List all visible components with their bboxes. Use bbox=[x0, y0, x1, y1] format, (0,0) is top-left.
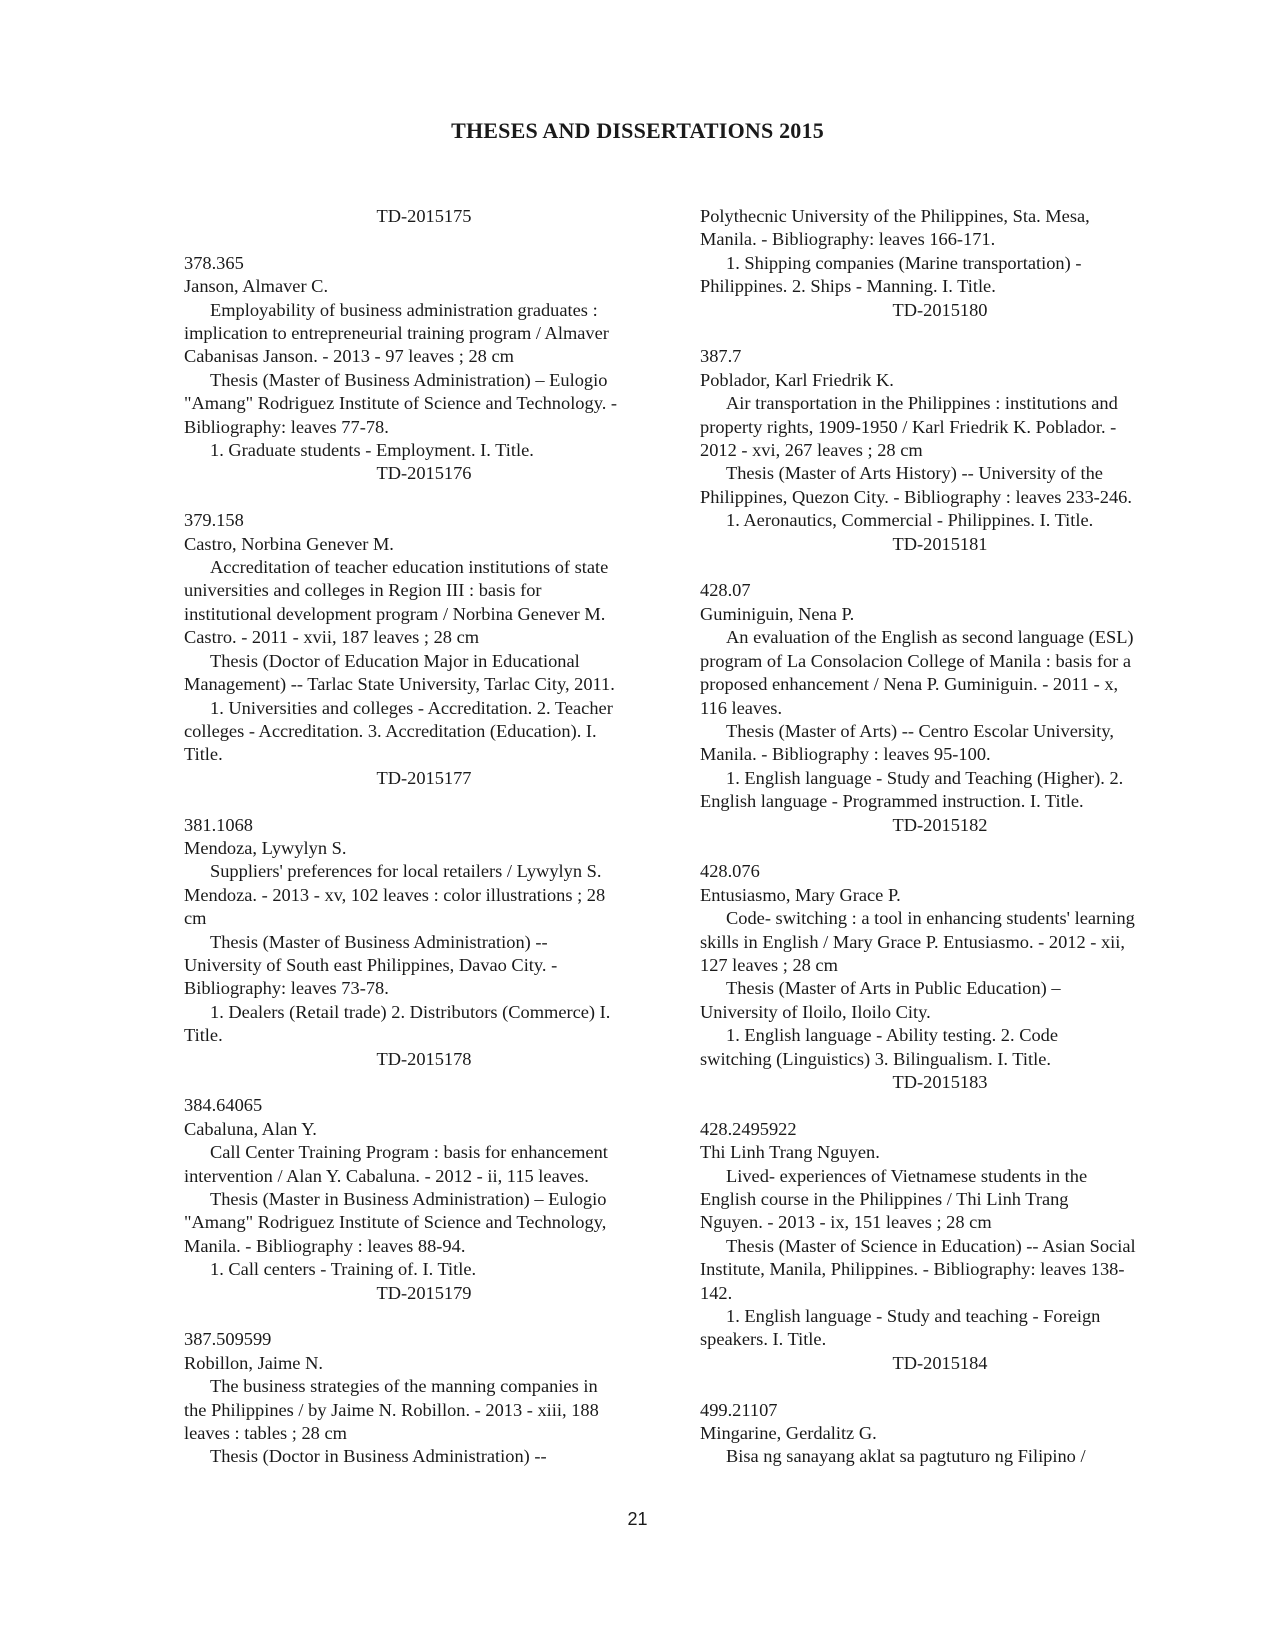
entry-line: 379.158 bbox=[184, 510, 244, 531]
entry-line: switching (Linguistics) 3. Bilingualism. I. Title. bbox=[700, 1048, 1051, 1069]
entry-line: Janson, Almaver C. bbox=[184, 276, 329, 297]
accession-number: TD-2015182 bbox=[892, 814, 988, 835]
spacer bbox=[184, 486, 664, 509]
entry-line-indented: 1. English language - Study and teaching - Foreign bbox=[726, 1306, 1101, 1327]
entry-line: Castro, Norbina Genever M. bbox=[184, 533, 394, 554]
entry-line-indented: 1. Graduate students - Employment. I. Title. bbox=[210, 440, 534, 461]
entry-line: University of Iloilo, Iloilo City. bbox=[700, 1001, 931, 1022]
entry-line: Castro. - 2011 - xvii, 187 leaves ; 28 cm bbox=[184, 627, 480, 648]
entry-line-indented: Thesis (Master of Science in Education) -- Asian Social bbox=[726, 1235, 1136, 1256]
entry-line: Cabanisas Janson. - 2013 - 97 leaves ; 28 cm bbox=[184, 346, 514, 367]
entry-line-indented: Accreditation of teacher education institutions of state bbox=[210, 557, 609, 578]
accession-number: TD-2015184 bbox=[892, 1352, 988, 1373]
entry-line: intervention / Alan Y. Cabaluna. - 2012 - ii, 115 leaves. bbox=[184, 1165, 589, 1186]
entry-line: Poblador, Karl Friedrik K. bbox=[700, 369, 894, 390]
entry-line: 116 leaves. bbox=[700, 697, 783, 718]
entry-line: English language - Programmed instruction. I. Title. bbox=[700, 791, 1084, 812]
entry-line: leaves : tables ; 28 cm bbox=[184, 1423, 347, 1444]
entry-line: Institute, Manila, Philippines. - Bibliography: leaves 138- bbox=[700, 1259, 1125, 1280]
entry-line-indented: Thesis (Master of Arts History) -- University of the bbox=[726, 463, 1103, 484]
page-number: 21 bbox=[627, 1509, 648, 1529]
entry-line: 378.365 bbox=[184, 252, 244, 273]
spacer bbox=[700, 322, 1180, 345]
entry-line-indented: Lived- experiences of Vietnamese students in the bbox=[726, 1165, 1088, 1186]
accession-number: TD-2015180 bbox=[892, 299, 988, 320]
spacer bbox=[184, 1305, 664, 1328]
entry-line: property rights, 1909-1950 / Karl Friedrik K. Poblador. - bbox=[700, 416, 1117, 437]
entry-line: 142. bbox=[700, 1282, 733, 1303]
entry-line-indented: Thesis (Master in Business Administration) – Eulogio bbox=[210, 1189, 607, 1209]
entry-line: Cabaluna, Alan Y. bbox=[184, 1118, 317, 1139]
entry-line: Title. bbox=[184, 744, 223, 765]
entry-line: Mendoza. - 2013 - xv, 102 leaves : color illustrations ; 28 bbox=[184, 884, 606, 905]
entry-line-indented: Suppliers' preferences for local retailers / Lywylyn S. bbox=[210, 861, 602, 882]
entry-line-indented: Thesis (Master of Business Administration) – Eulogio bbox=[210, 369, 608, 390]
entry-line: Bibliography: leaves 73-78. bbox=[184, 978, 389, 999]
entry-line: the Philippines / by Jaime N. Robillon. - 2013 - xiii, 188 bbox=[184, 1399, 599, 1420]
entry-line: 428.07 bbox=[700, 580, 751, 601]
entry-line-indented: Call Center Training Program : basis for enhancement bbox=[210, 1142, 608, 1163]
entry-line-indented: An evaluation of the English as second language (ESL) bbox=[726, 627, 1134, 648]
accession-number: TD-2015176 bbox=[376, 463, 472, 484]
entry-line: colleges - Accreditation. 3. Accreditation (Education). I. bbox=[184, 720, 597, 741]
entry-line-indented: Thesis (Doctor of Education Major in Educational bbox=[210, 650, 580, 671]
entry-line: "Amang" Rodriguez Institute of Science and Technology. - bbox=[184, 393, 618, 414]
entry-line: Title. bbox=[184, 1025, 223, 1046]
entry-line: institutional development program / Norbina Genever M. bbox=[184, 603, 606, 624]
entry-line: 127 leaves ; 28 cm bbox=[700, 954, 838, 975]
entry-line-indented: Thesis (Master of Business Administration) -- bbox=[210, 931, 548, 952]
entry-line: 384.64065 bbox=[184, 1095, 263, 1116]
entry-line: universities and colleges in Region III : basis for bbox=[184, 580, 542, 601]
accession-number: TD-2015178 bbox=[376, 1048, 472, 1069]
entry-line: program of La Consolacion College of Manila : basis for a bbox=[700, 650, 1132, 671]
entry-line: University of South east Philippines, Davao City. - bbox=[184, 954, 558, 975]
spacer bbox=[184, 1071, 664, 1094]
spacer bbox=[184, 228, 664, 251]
entry-line: "Amang" Rodriguez Institute of Science and Technology, bbox=[184, 1212, 607, 1233]
entry-line-indented: The business strategies of the manning companies in bbox=[210, 1376, 598, 1397]
entry-line-indented: 1. English language - Ability testing. 2. Code bbox=[726, 1025, 1059, 1046]
entry-line: Robillon, Jaime N. bbox=[184, 1352, 323, 1373]
entry-line: 387.509599 bbox=[184, 1329, 272, 1350]
entry-line-indented: Thesis (Doctor in Business Administration) -- bbox=[210, 1446, 547, 1467]
spacer bbox=[700, 1094, 1180, 1117]
page-title: THESES AND DISSERTATIONS 2015 bbox=[451, 118, 824, 143]
entry-line: Nguyen. - 2013 - ix, 151 leaves ; 28 cm bbox=[700, 1212, 992, 1233]
spacer bbox=[700, 1375, 1180, 1398]
entry-line: Philippines, Quezon City. - Bibliography : leaves 233-246. bbox=[700, 486, 1132, 507]
entry-line: 499.21107 bbox=[700, 1399, 778, 1420]
entry-line: Mingarine, Gerdalitz G. bbox=[700, 1423, 877, 1444]
entry-line: Mendoza, Lywylyn S. bbox=[184, 837, 347, 858]
entry-line: Entusiasmo, Mary Grace P. bbox=[700, 884, 901, 905]
left-column bbox=[184, 205, 664, 1469]
entry-line-indented: Code- switching : a tool in enhancing students' learning bbox=[726, 908, 1135, 929]
entry-line: skills in English / Mary Grace P. Entusiasmo. - 2012 - xii, bbox=[700, 931, 1125, 952]
entry-line: speakers. I. Title. bbox=[700, 1329, 827, 1350]
entry-line: Polythecnic University of the Philippines, Sta. Mesa, bbox=[700, 206, 1090, 226]
accession-number: TD-2015177 bbox=[376, 767, 472, 788]
entry-line: English course in the Philippines / Thi Linh Trang bbox=[700, 1189, 1069, 1209]
spacer bbox=[700, 837, 1180, 860]
accession-number: TD-2015179 bbox=[376, 1282, 472, 1303]
entry-line-indented: Bisa ng sanayang aklat sa pagtuturo ng Filipino / bbox=[726, 1446, 1086, 1467]
entry-line-indented: 1. Dealers (Retail trade) 2. Distributors (Commerce) I. bbox=[210, 1001, 611, 1022]
entry-line-indented: 1. Call centers - Training of. I. Title. bbox=[210, 1259, 477, 1280]
entry-line-indented: 1. English language - Study and Teaching (Higher). 2. bbox=[726, 767, 1124, 788]
entry-line: cm bbox=[184, 908, 207, 929]
entry-line: 381.1068 bbox=[184, 814, 253, 835]
right-column bbox=[700, 205, 1180, 1469]
entry-line: 428.076 bbox=[700, 861, 760, 882]
entry-line: Philippines. 2. Ships - Manning. I. Title. bbox=[700, 276, 996, 297]
entry-line: Manila. - Bibliography: leaves 166-171. bbox=[700, 229, 996, 250]
accession-number: TD-2015181 bbox=[892, 533, 988, 554]
entry-line: implication to entrepreneurial training program / Almaver bbox=[184, 323, 609, 344]
entry-line-indented: Employability of business administration graduates : bbox=[210, 299, 598, 320]
entry-line: Manila. - Bibliography : leaves 88-94. bbox=[184, 1235, 466, 1256]
entry-line: Management) -- Tarlac State University, Tarlac City, 2011. bbox=[184, 674, 615, 695]
entry-line-indented: Thesis (Master of Arts in Public Education) – bbox=[726, 978, 1061, 999]
spacer bbox=[184, 790, 664, 813]
entry-line-indented: Air transportation in the Philippines : institutions and bbox=[726, 393, 1118, 414]
entry-line: Thi Linh Trang Nguyen. bbox=[700, 1142, 880, 1163]
entry-line: 387.7 bbox=[700, 346, 742, 367]
accession-number: TD-2015183 bbox=[892, 1071, 988, 1092]
entry-line-indented: 1. Shipping companies (Marine transportation) - bbox=[726, 252, 1082, 273]
entry-line: Manila. - Bibliography : leaves 95-100. bbox=[700, 744, 991, 765]
accession-number: TD-2015175 bbox=[376, 206, 472, 226]
spacer bbox=[700, 556, 1180, 579]
entry-line-indented: 1. Aeronautics, Commercial - Philippines. I. Title. bbox=[726, 510, 1094, 531]
entry-line: Bibliography: leaves 77-78. bbox=[184, 416, 389, 437]
entry-line: Guminiguin, Nena P. bbox=[700, 603, 855, 624]
entry-line: proposed enhancement / Nena P. Guminiguin. - 2011 - x, bbox=[700, 674, 1119, 695]
entry-line: 2012 - xvi, 267 leaves ; 28 cm bbox=[700, 440, 923, 461]
entry-line: 428.2495922 bbox=[700, 1118, 797, 1139]
entry-line-indented: 1. Universities and colleges - Accreditation. 2. Teacher bbox=[210, 697, 613, 718]
entry-line-indented: Thesis (Master of Arts) -- Centro Escolar University, bbox=[726, 720, 1114, 741]
